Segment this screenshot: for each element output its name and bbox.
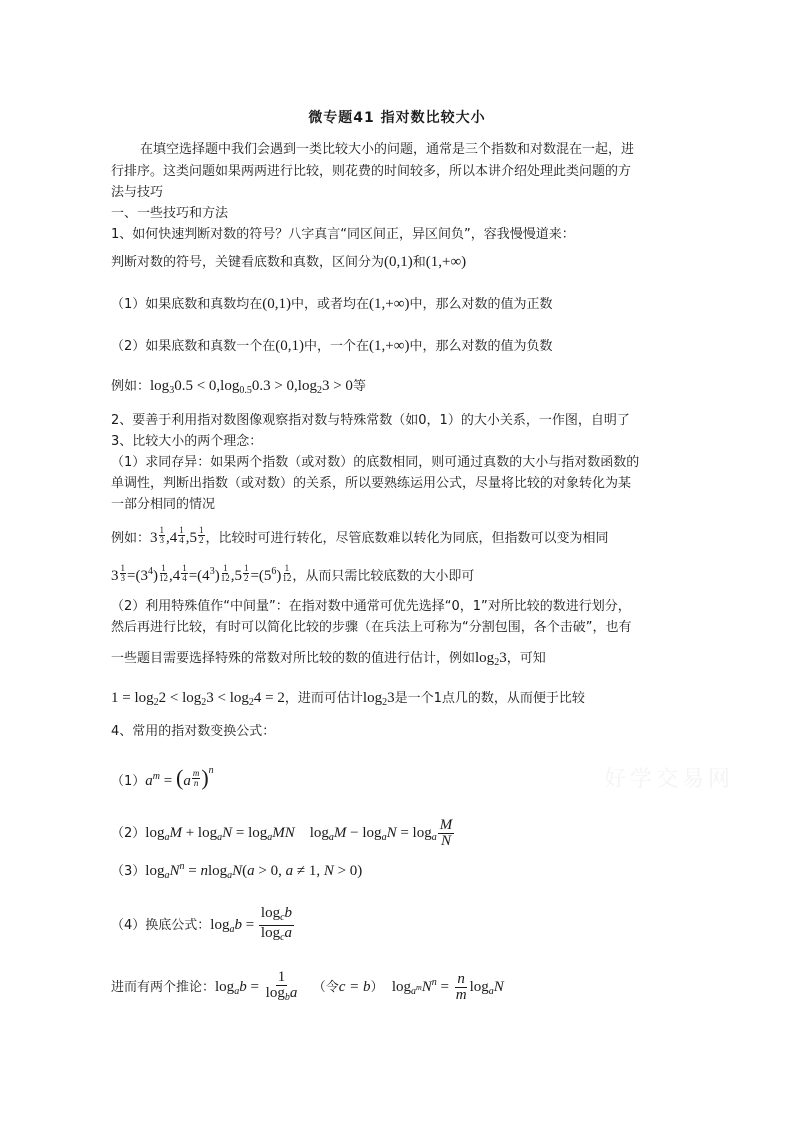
rule2-interval-b: (1,+∞) xyxy=(369,338,410,354)
corollaries-note-open: （令 xyxy=(312,979,339,995)
watermark: 好学交易网 xyxy=(604,767,735,792)
idea-1-line-1: （1）求同存异：如果两个指数（或对数）的底数相同，则可通过真数的大小与指对数函数的 xyxy=(111,455,640,470)
page-title: 微专题41 指对数比较大小 xyxy=(308,110,486,126)
estimate-expr: $1 = \log_22 < \log_23 < \log_24 = 2$ xyxy=(111,690,285,708)
estimate-suffix2: 是一个1点几的数，从而便于比较 xyxy=(394,691,585,706)
rule1-mid: 中，或者均在 xyxy=(291,297,370,312)
example-2 xyxy=(111,526,609,548)
formula-1-expr: $a^m = (a$ $\frac{m}{n}$ )$^n$ xyxy=(145,765,214,790)
corollary-2: $\log_{a^m}N^n$ = $\frac{n}{m}$ $\log_aN$ xyxy=(391,971,504,1003)
frac-m-n: $\frac{M}{N}$ xyxy=(439,817,453,849)
question-2: 2、要善于利用指对数图像观察指对数与特殊常数（如0，1）的大小关系，一作图，自明了 xyxy=(111,413,630,428)
example2-suffix: ，比较时可进行转化，尽管底数难以转化为同底，但指数可以变为相同 xyxy=(205,531,609,546)
formula-4-label: （4）换底公式： xyxy=(111,917,211,933)
estimate-suffix: ，进而可估计 xyxy=(284,691,363,706)
example1-prefix: 例如： xyxy=(111,379,151,394)
exp-1-4: $\frac{1}{4}$ xyxy=(179,525,184,545)
formula-3 xyxy=(111,858,362,885)
log-base-2: 2 xyxy=(316,385,322,396)
n-over-m-frac: $\frac{n}{m}$ xyxy=(455,971,467,1003)
change-of-base-frac: $\frac{\log_cb}{\log_ca}$ xyxy=(260,905,293,943)
formula-3-label: （3） xyxy=(111,864,146,879)
example2b-suffix: ，从而只需比较底数的大小即可 xyxy=(292,569,475,584)
estimate-line xyxy=(111,689,585,712)
idea-2-line-2: 然后再进行比较，有时可以简化比较的步骤（在兵法上可称为“分割包围，各个击破”，也有 xyxy=(111,620,632,635)
question-4: 4、常用的指对数变换公式： xyxy=(111,724,276,739)
rule1-suffix: 中，那么对数的值为正数 xyxy=(409,297,553,312)
rule2-suffix: 中，那么对数的值为负数 xyxy=(409,339,553,354)
rule1-interval-a: (0,1) xyxy=(262,296,292,312)
exp-e: $\frac{1}{2}$ xyxy=(243,563,249,583)
idea-2-line-3 xyxy=(111,649,546,672)
judge-and: 和 xyxy=(412,255,426,270)
intro-line-3: 法与技巧 xyxy=(111,185,164,200)
log2-3-b: $\log_23$ xyxy=(362,690,395,708)
rule2-interval-a: (0,1) xyxy=(275,338,305,354)
interval-1-inf: (1,+∞) xyxy=(425,254,467,270)
rule-1 xyxy=(111,295,552,314)
corollaries xyxy=(111,970,504,1005)
log-base-3: 3 xyxy=(169,385,175,396)
intro-line-1: 在填空选择题中我们会遇到一类比较大小的问题，通常是三个指数和对数混在一起，进 xyxy=(140,142,635,157)
formula-2-label: （2） xyxy=(111,825,146,841)
exp-f: $\frac{1}{12}$ xyxy=(282,563,292,583)
section-heading: 一、一些技巧和方法 xyxy=(111,206,229,221)
c-equals-b: c = b xyxy=(338,978,371,995)
exp-b: $\frac{1}{12}$ xyxy=(158,563,168,583)
judge-line xyxy=(111,253,466,272)
idea-1-line-3: 一部分相同的情况 xyxy=(111,497,216,512)
formula-4 xyxy=(111,906,295,945)
exp-1-3: $\frac{1}{3}$ xyxy=(159,525,165,545)
expr-2: 0.3 > 0, xyxy=(251,378,298,394)
example1-suffix: 等 xyxy=(352,379,366,394)
exp-d: $\frac{1}{12}$ xyxy=(220,563,230,583)
example-1 xyxy=(111,377,366,400)
log2-3: $\log_23$ xyxy=(475,650,507,668)
example2-prefix: 例如： xyxy=(111,531,151,546)
expr-1: 0.5 < 0, xyxy=(174,378,221,394)
formula-2-expr: $\log_aM + \log_aN = \log_aMN$ $\log_aM - \log_aN = \log_a$ $\frac{M}{N}$ xyxy=(145,817,453,849)
rule-2 xyxy=(111,337,552,356)
reciprocal-frac: $\frac{1}{\log_ba}$ xyxy=(265,969,298,1003)
judge-text: 判断对数的符号，关键看底数和真数，区间分为 xyxy=(111,255,385,270)
log-base-05: 0.5 xyxy=(239,385,252,396)
powers-expr: 3 $\frac{1}{3}$ ,4 $\frac{1}{4}$ ,5 $\frac{1}{2}$ xyxy=(150,525,204,546)
intro-line-2: 行排序。这类问题如果两两进行比较，则花费的时间较多，所以本讲介绍处理此类问题的方 xyxy=(111,164,632,179)
corollary-1: $\log_ab$ = $\frac{1}{\log_ba}$ xyxy=(215,969,298,1003)
formula-3-expr: $\log_aN^n = nlog_aN(a > 0$, a ≠ 1, N > 0) xyxy=(145,861,363,881)
formula-1-label: （1） xyxy=(111,774,146,789)
exp-m-n: $\frac{m}{n}$ xyxy=(192,768,200,788)
log-expr-1: $\log_30.5 < 0,\log_{0.5}0.3 > 0,\log_23 > 0$ xyxy=(150,378,353,396)
corollaries-prefix: 进而有两个推论： xyxy=(111,979,216,995)
expr-3: 3 > 0 xyxy=(321,378,353,394)
transform-expr: 3 $\frac{1}{3}$ $=(3^4)$ $\frac{1}{12}$ ,4 $\frac{1}{4}$ $=(4^3)$ $\frac{1}{12}$ ,5 $\frac{1}{2}$ $=(5^6)$ $\frac{1}{12}$ xyxy=(111,563,292,584)
exp-1-2: $\frac{1}{2}$ xyxy=(199,525,204,545)
rule1-prefix: （1）如果底数和真数均在 xyxy=(111,297,263,312)
interval-0-1: (0,1) xyxy=(384,254,413,270)
rule1-interval-b: (1,+∞) xyxy=(369,296,410,312)
rule2-mid: 中，一个在 xyxy=(304,339,370,354)
question-3: 3、比较大小的两个理念： xyxy=(111,434,263,449)
exp-a: $\frac{1}{3}$ xyxy=(120,563,125,583)
formula-2 xyxy=(111,818,455,849)
example-2-transform xyxy=(111,563,474,586)
idea-2-line-1: （2）利用特殊值作“中间量”：在指对数中通常可优先选择“0，1”对所比较的数进行划分， xyxy=(111,599,631,614)
exp-c: $\frac{1}{4}$ xyxy=(182,563,187,583)
idea-1-line-2: 单调性，判断出指数（或对数）的关系，所以要熟练运用公式，尽量将比较的对象转化为某 xyxy=(111,476,632,491)
idea-2-line-3-text: 一些题目需要选择特殊的常数对所比较的数的值进行估计，例如 xyxy=(111,651,476,666)
formula-1 xyxy=(111,762,214,791)
formula-4-expr: $\log_ab$ = $\frac{\log_cb}{\log_ca}$ xyxy=(210,905,293,943)
question-1: 1、如何快速判断对数的符号？八字真言“同区间正，异区间负”，容我慢慢道来： xyxy=(111,227,575,242)
corollaries-note-close: ） xyxy=(370,979,384,995)
idea-2-tail: ，可知 xyxy=(506,651,546,666)
rule2-prefix: （2）如果底数和真数一个在 xyxy=(111,339,276,354)
